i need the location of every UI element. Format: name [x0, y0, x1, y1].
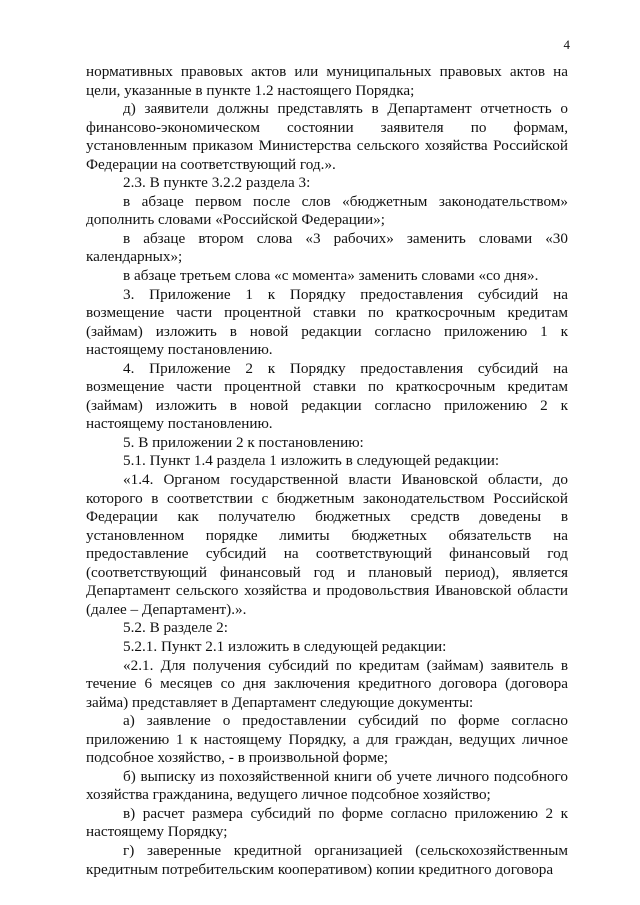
document-body — [86, 63, 568, 879]
paragraph: нормативных правовых актов или муниципальных правовых актов на цели, указанные в пункте 1.2 настоящего Порядка; — [86, 63, 568, 99]
paragraph: в абзаце третьем слова «с момента» заменить словами «со дня». — [123, 267, 539, 285]
paragraph: а) заявление о предоставлении субсидий по форме согласно приложению 1 к настоящему Порядку, а для граждан, ведущих личное подсобное хозяйство, - в произвольной форме; — [86, 712, 568, 767]
paragraph: г) заверенные кредитной организацией (сельскохозяйственным кредитным потребительским кооперативом) копии кредитного договора — [86, 841, 568, 878]
paragraph: д) заявители должны представлять в Департамент отчетность о финансово-экономическом состоянии заявителя по формам, установленным приказом Министерства сельского хозяйства Российской Федерации на соответствующий год.». — [86, 100, 568, 173]
paragraph: 5.1. Пункт 1.4 раздела 1 изложить в следующей редакции: — [123, 452, 500, 470]
paragraph: «1.4. Органом государственной власти Ивановской области, до которого в соответствии с бюджетным законодательством Российской Федерации как получателю бюджетных средств доведены в установленном порядке лимиты бюджетных обязательств на предоставление субсидий на соответствующий финансовый год (соответствующий финансовый год и плановый период), является Департамент сельского хозяйства и продовольствия Ивановской области (далее – Департамент).». — [86, 471, 568, 618]
paragraph: в абзаце втором слова «3 рабочих» заменить словами «30 календарных»; — [86, 229, 568, 266]
paragraph: 5.2. В разделе 2: — [123, 619, 228, 637]
paragraph: «2.1. Для получения субсидий по кредитам (займам) заявитель в течение 6 месяцев со дня заключения кредитного договора (договора займа) представляет в Департамент следующие документы: — [86, 656, 568, 711]
paragraph: 3. Приложение 1 к Порядку предоставления субсидий на возмещение части процентной ставки по краткосрочным кредитам (займам) изложить в новой редакции согласно приложению 1 к настоящему постановлению. — [86, 285, 568, 359]
paragraph: в абзаце первом после слов «бюджетным законодательством» дополнить словами «Российской Федерации»; — [86, 192, 568, 229]
paragraph: в) расчет размера субсидий по форме согласно приложению 2 к настоящему Порядку; — [86, 804, 568, 841]
paragraph: 4. Приложение 2 к Порядку предоставления субсидий на возмещение части процентной ставки по краткосрочным кредитам (займам) изложить в новой редакции согласно приложению 2 к настоящему постановлению. — [86, 359, 568, 433]
paragraph: 5.2.1. Пункт 2.1 изложить в следующей редакции: — [123, 637, 447, 655]
paragraph: 5. В приложении 2 к постановлению: — [123, 433, 364, 451]
paragraph: 2.3. В пункте 3.2.2 раздела 3: — [123, 174, 311, 192]
page-number: 4 — [563, 37, 570, 52]
paragraph: б) выписку из похозяйственной книги об учете личного подсобного хозяйства гражданина, ведущего личное подсобное хозяйство; — [86, 767, 568, 804]
